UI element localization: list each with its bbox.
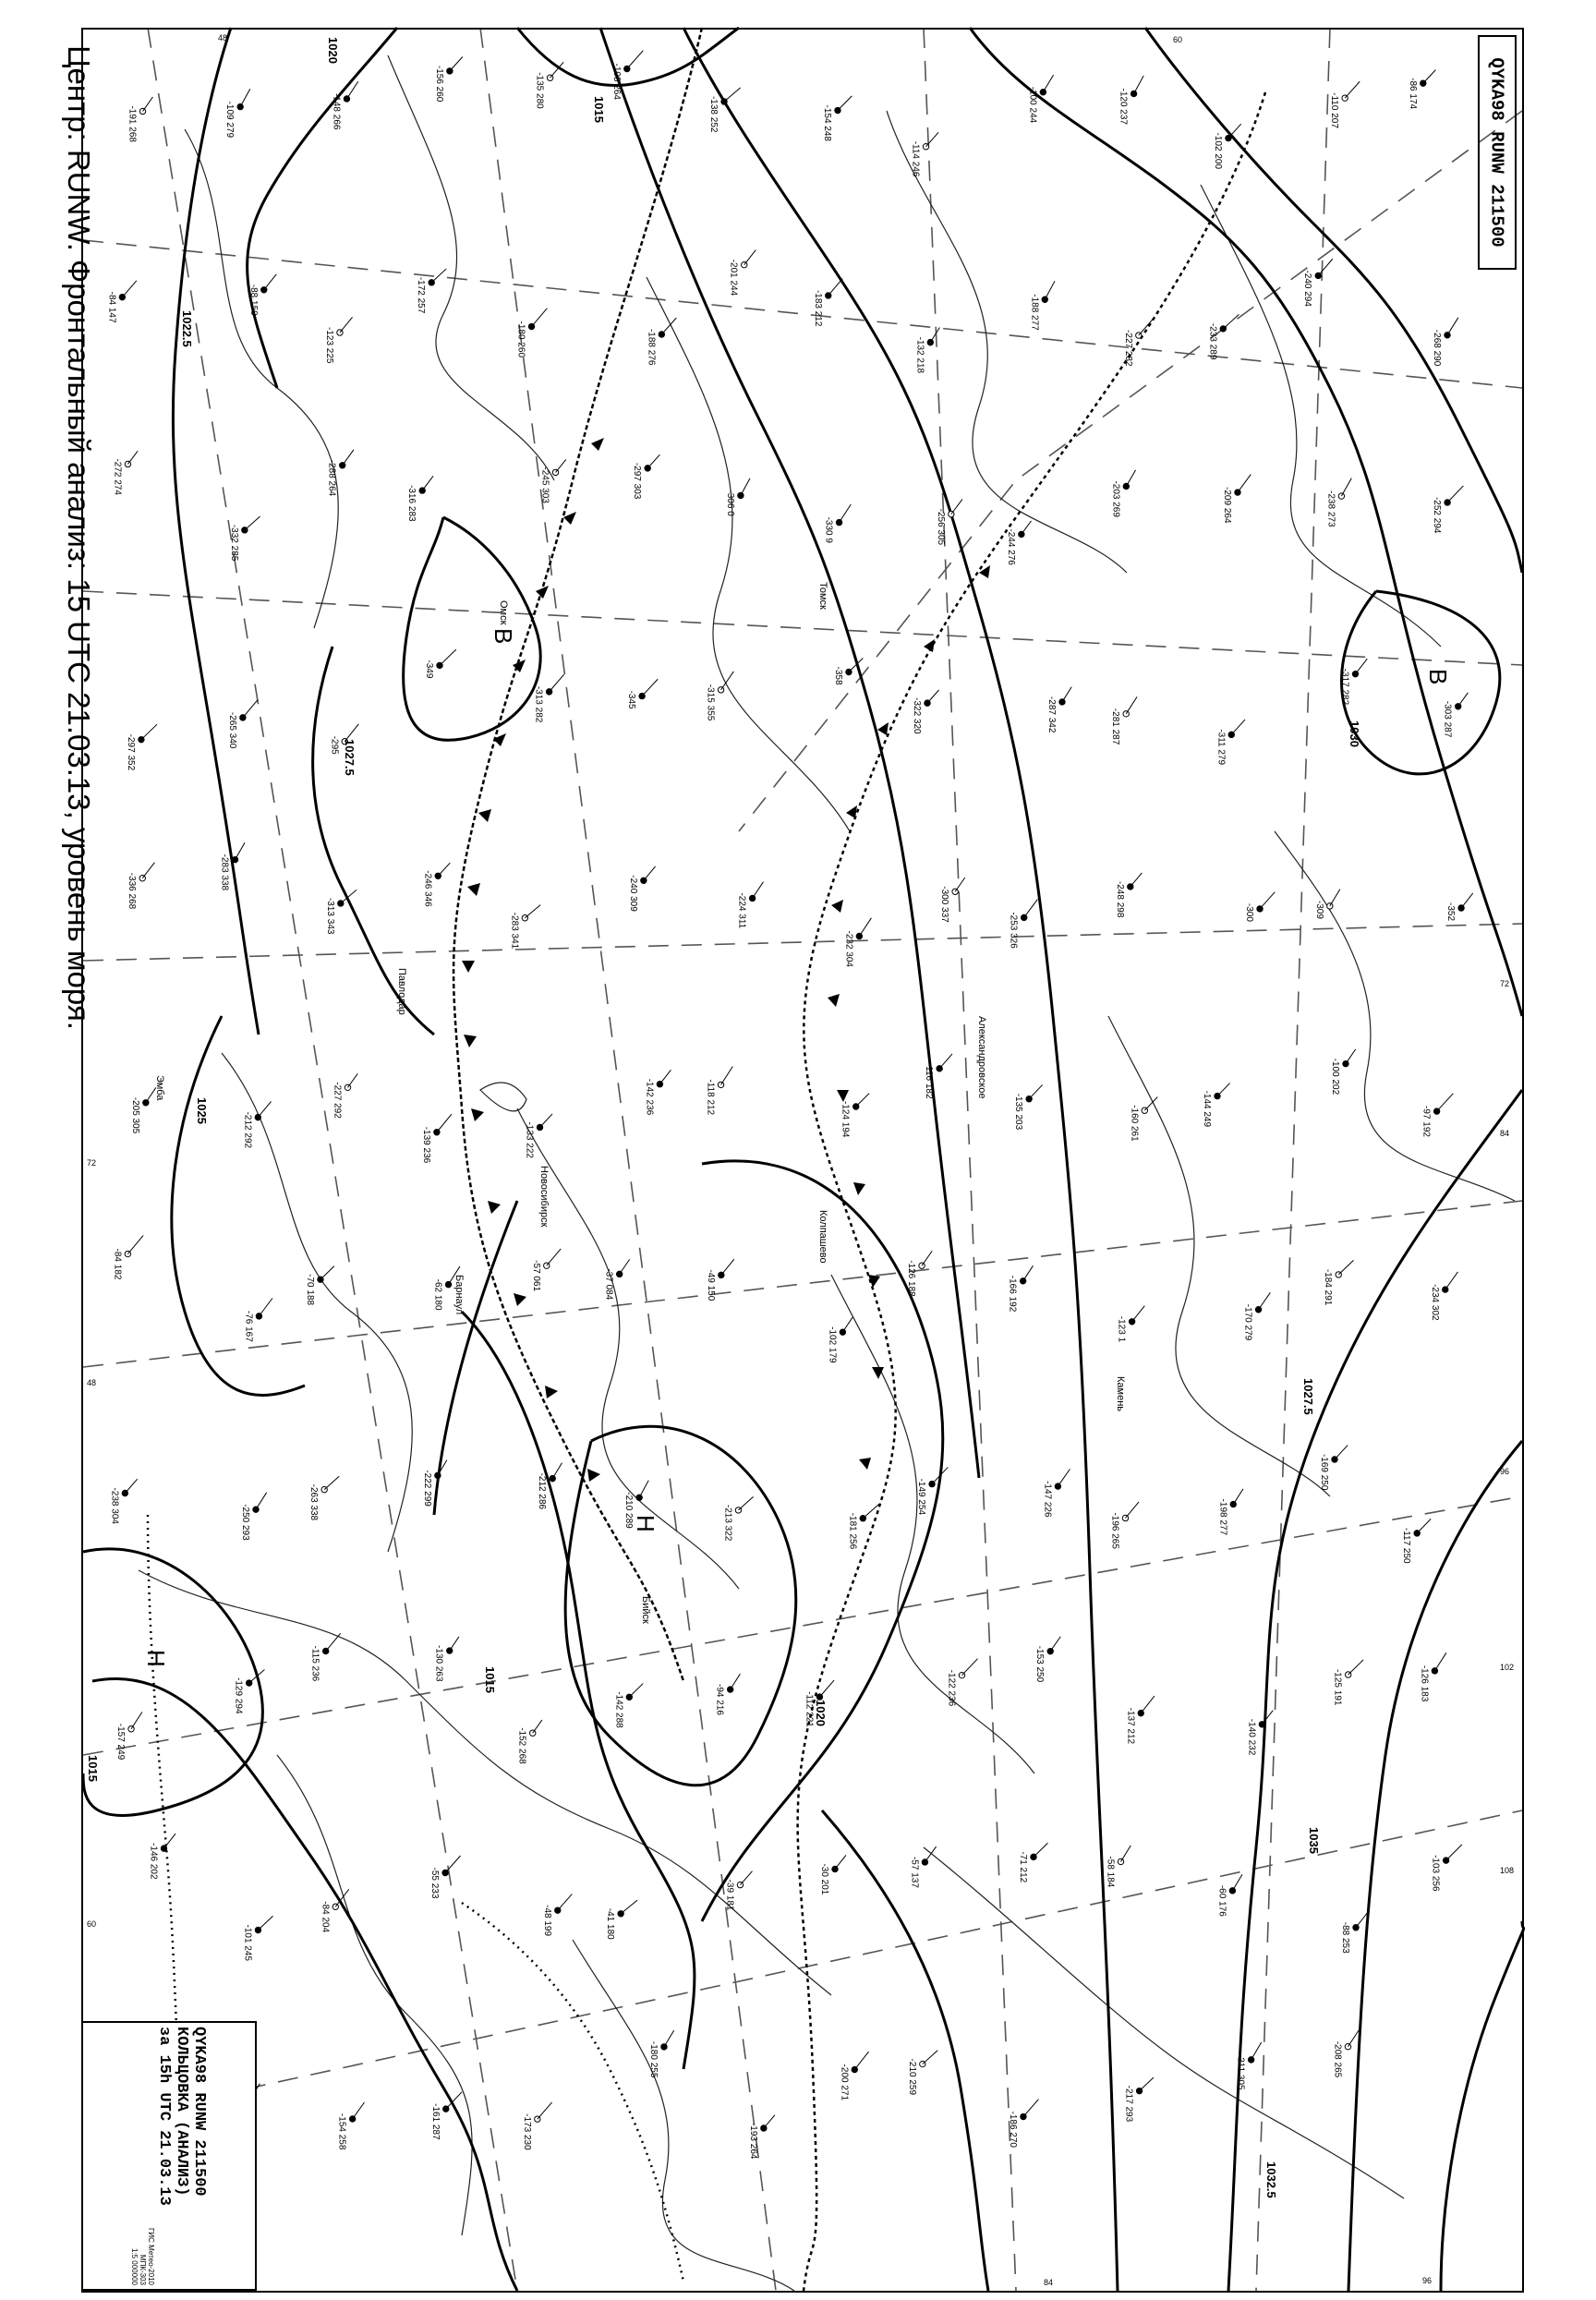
station-value: -256 305 [935,508,946,546]
station-value: -142 236 [644,1078,655,1116]
grid-label: 72 [1500,979,1510,988]
city-name: Колпашево [817,1210,828,1264]
station-value: -146 202 [148,1843,159,1880]
station-value: -330 9 [823,516,834,543]
station-value: -161 287 [429,2103,441,2140]
station-value: -135 280 [534,72,545,109]
station-value: -37 084 [603,1268,614,1301]
station-value: -238 304 [109,1487,120,1524]
isobar-label: 1027.5 [343,739,357,776]
grid-label: 96 [1500,1467,1510,1476]
station-value: -234 302 [1429,1284,1440,1321]
chart-title-area [48,33,109,1042]
station-value: -180 255 [647,2040,659,2078]
high-center-label: B [1424,669,1452,685]
station-value: -103 256 [1430,1855,1441,1892]
isobar-label: 1035 [1307,1827,1321,1854]
station-value: -212 292 [242,1111,253,1149]
station-value: -248 298 [1114,880,1125,918]
city-name: Новосибирск [538,1166,550,1228]
station-value: -140 232 [1246,1718,1257,1756]
station-value: -297 352 [125,733,136,771]
station-value: -142 288 [613,1691,624,1728]
station-value: -213 322 [722,1504,733,1542]
station-value: -212 286 [537,1472,548,1510]
station-value: -183 212 [812,289,823,327]
station-value: -84 182 [112,1248,123,1280]
grid-label: 48 [87,1378,97,1387]
grid-label: 60 [1173,35,1183,44]
station-value: -303 287 [1442,700,1453,738]
station-value: -358 [832,666,843,685]
station-value: -232 304 [843,930,854,967]
grid-label: 108 [1500,1866,1515,1875]
station-value: -84 147 [106,291,117,323]
grid-label: 84 [1500,1129,1510,1138]
station-value: -86 174 [1407,78,1418,110]
city-name: Александровское [976,1016,987,1099]
station-value: -149 254 [916,1478,927,1516]
station-value: -157 249 [115,1723,127,1761]
station-value: -154 248 [821,104,832,142]
legend-line-2: КОЛЬЦОВКА (АНАЛИЗ) [173,2027,190,2197]
station-value: -186 270 [1007,2111,1018,2149]
station-value: -173 230 [521,2113,532,2150]
station-value: -116 182 [924,1062,935,1099]
station-value: -123 225 [323,327,334,364]
isobar-label: 1030 [1348,720,1361,747]
isobar-label: 1015 [592,96,606,123]
station-value: -345 [626,690,637,709]
city-name: Барнаул [453,1275,465,1315]
legend-line-3: за 15h UTC 21.03.13 [155,2027,173,2206]
station-value: -118 212 [705,1079,716,1116]
station-value: -129 294 [233,1677,244,1714]
station-value: -210 259 [906,2058,917,2096]
station-value: -233 289 [1207,322,1218,360]
isobar-label: 1020 [326,37,340,64]
chart-id: QYKA98 RUNW 211500 [1487,57,1508,248]
station-value: -120 237 [1118,88,1129,125]
station-value: -88 159 [248,284,259,316]
station-value: -295 [329,735,340,755]
station-value: -57 137 [909,1856,920,1888]
low-center-label: H [142,1650,170,1667]
station-value: -200 271 [839,2064,850,2101]
station-value: -193 264 [747,2122,758,2160]
station-value: -57 061 [530,1260,541,1292]
station-value: -244 276 [1005,528,1016,565]
station-value: -94 216 [714,1684,725,1715]
station-value: -240 309 [627,875,638,912]
station-value: -132 218 [914,336,925,374]
station-value: -283 338 [219,853,230,891]
station-value: -332 285 [228,524,239,562]
station-value: -252 294 [1432,496,1443,534]
station-value: -265 340 [226,711,237,749]
station-value: -60 176 [1216,1884,1227,1917]
station-value: -170 279 [1242,1303,1253,1341]
high-center-label: B [490,628,517,645]
station-value: -196 265 [1109,1512,1120,1549]
station-value: -169 250 [1319,1453,1330,1491]
station-value: -126 188 [906,1260,917,1297]
chart-title: Центр: RUNW. Фронтальный анализ: 15 UTC 21.03.13, уровень моря. [62,45,97,1030]
station-value: -263 338 [308,1483,320,1521]
station-value: -300 [1244,902,1255,922]
city-name: Омск [498,600,509,625]
station-value: -41 180 [605,1907,616,1940]
station-value: -114 246 [910,140,921,177]
station-value: -71 212 [1017,1851,1028,1883]
station-value: -268 290 [1432,329,1443,367]
station-value: -246 346 [422,870,433,907]
station-value: -250 293 [240,1504,251,1541]
station-value: -125 191 [1332,1668,1343,1706]
isobar-label: 1025 [195,1097,209,1124]
isobar-label: 1027.5 [1301,1378,1315,1415]
legend-line-6: 1:5 000000 [130,2247,139,2285]
station-value: -253 326 [1008,912,1019,949]
station-value: -30 201 [819,1863,830,1895]
city-name: Камень [1115,1376,1126,1412]
station-value: -201 244 [728,259,739,297]
station-value: -224 311 [736,892,747,929]
station-value: -227 282 [1122,330,1133,367]
city-name: Павлодар [396,968,407,1015]
station-value: -210 289 [623,1492,635,1529]
station-value: -198 277 [1217,1498,1228,1536]
station-value: -102 179 [827,1326,838,1363]
station-value: -297 303 [632,462,643,500]
station-value: -349 [424,660,435,679]
city-name: Бийск [640,1596,651,1624]
station-value: -130 263 [433,1645,444,1682]
station-value: -112 221 [804,1691,815,1727]
station-value: -48 199 [541,1905,552,1937]
grid-label: 84 [1044,2278,1054,2287]
station-value: -115 236 [309,1645,320,1682]
station-value: -188 277 [1029,294,1040,331]
station-value: -133 222 [524,1121,535,1158]
grid-label: 48 [218,33,228,42]
station-value: -88 253 [1340,1921,1351,1954]
station-value: -55 233 [429,1867,441,1899]
station-value: -70 188 [304,1274,315,1306]
legend-line-4: ГИС Метео-2010 [147,2228,155,2285]
station-value: -188 276 [646,328,657,366]
station-value: -100 244 [1027,86,1038,124]
station-value: -108 264 [611,63,622,100]
station-value: -316 283 [406,485,417,522]
station-value: -49 150 [705,1269,716,1301]
station-value: -101 245 [242,1924,253,1961]
legend-line-1: QYKA98 RUNW 211500 [190,2027,208,2197]
station-value: -160 261 [1129,1105,1140,1142]
station-value: -100 202 [1329,1058,1340,1096]
station-value: -147 226 [1042,1481,1053,1518]
grid-label: 60 [87,1919,97,1929]
grid-label: 102 [1500,1663,1515,1672]
station-value: -156 260 [433,65,444,103]
station-value: -154 258 [336,2112,347,2150]
station-value: -135 203 [1013,1093,1024,1131]
station-value: -336 268 [127,872,138,910]
station-value: -238 273 [1325,490,1336,527]
station-value: -313 343 [324,897,335,935]
station-value: -217 293 [1123,2085,1134,2123]
isobar-label: 1020 [814,1700,828,1726]
station-value: -306 0 [724,490,735,516]
station-value: -283 341 [509,912,520,950]
station-value: -272 274 [112,458,123,495]
station-value: -102 200 [1212,132,1223,170]
low-center-label: H [632,1515,659,1532]
station-value: -62 180 [432,1278,443,1311]
isobar-label: 1015 [86,1755,100,1782]
station-value: -123 1 [1116,1315,1127,1343]
station-value: -126 183 [1419,1664,1430,1702]
chart-id-box [1478,35,1517,270]
isobar-label: 1015 [483,1666,497,1693]
station-value: -180 260 [515,321,526,358]
station-value: -281 287 [1110,708,1121,745]
city-name: Томск [817,582,828,610]
station-value: -110 207 [1329,92,1340,128]
legend-line-5: МПК-303 [139,2254,147,2285]
station-value: -117 250 [1401,1527,1412,1564]
station-value: -352 [1445,902,1457,922]
station-value: -311 279 [1215,729,1227,766]
station-value: -227 292 [332,1082,343,1119]
station-value: -317 282 [1339,668,1350,706]
station-value: -315 355 [705,684,716,721]
map-frame [81,28,1524,2293]
station-value: -191 268 [127,105,138,142]
station-value: -322 320 [912,697,923,734]
station-value: -97 192 [1421,1106,1432,1137]
station-value: -309 [1313,900,1324,919]
isobar-label: 1022.5 [180,310,194,347]
station-value: -184 291 [1323,1268,1334,1306]
station-value: -153 250 [1034,1645,1046,1683]
legend-box [81,2021,257,2291]
station-value: -287 342 [1046,696,1057,733]
station-value: -39 181 [724,1879,735,1911]
station-value: -58 184 [1105,1856,1116,1888]
station-value: -76 167 [243,1310,254,1342]
station-value: -109 279 [224,101,236,139]
station-value: -84 204 [320,1901,331,1933]
station-value: -144 249 [1202,1090,1213,1128]
station-value: -240 294 [1302,270,1313,307]
legend-content [130,2027,208,2285]
station-value: -166 192 [1007,1275,1018,1313]
station-value: -124 194 [840,1101,851,1138]
station-value: -137 212 [1125,1707,1136,1745]
station-value: -211 305 [1235,2053,1246,2090]
station-value: -203 269 [1110,480,1121,517]
station-value: -208 265 [1332,2040,1343,2078]
isobar-label: 1032.5 [1264,2161,1278,2198]
grid-label: 72 [87,1158,97,1168]
station-value: -300 337 [939,886,950,923]
station-value: -181 256 [847,1512,858,1550]
grid-label: 96 [1422,2276,1433,2285]
station-value: -245 303 [539,466,550,503]
station-value: -205 305 [129,1096,140,1134]
station-value: -122 236 [946,1669,957,1707]
station-value: -288 264 [326,459,337,497]
city-name: Эмба [154,1075,165,1101]
station-value: -172 257 [416,276,427,314]
station-value: -138 252 [708,95,719,133]
station-value: -152 268 [516,1727,527,1764]
station-value: -209 264 [1221,487,1232,524]
station-value: -313 282 [533,685,544,723]
station-value: -139 236 [420,1126,431,1164]
station-value: -148 266 [331,92,342,130]
station-value: -222 299 [421,1470,432,1507]
